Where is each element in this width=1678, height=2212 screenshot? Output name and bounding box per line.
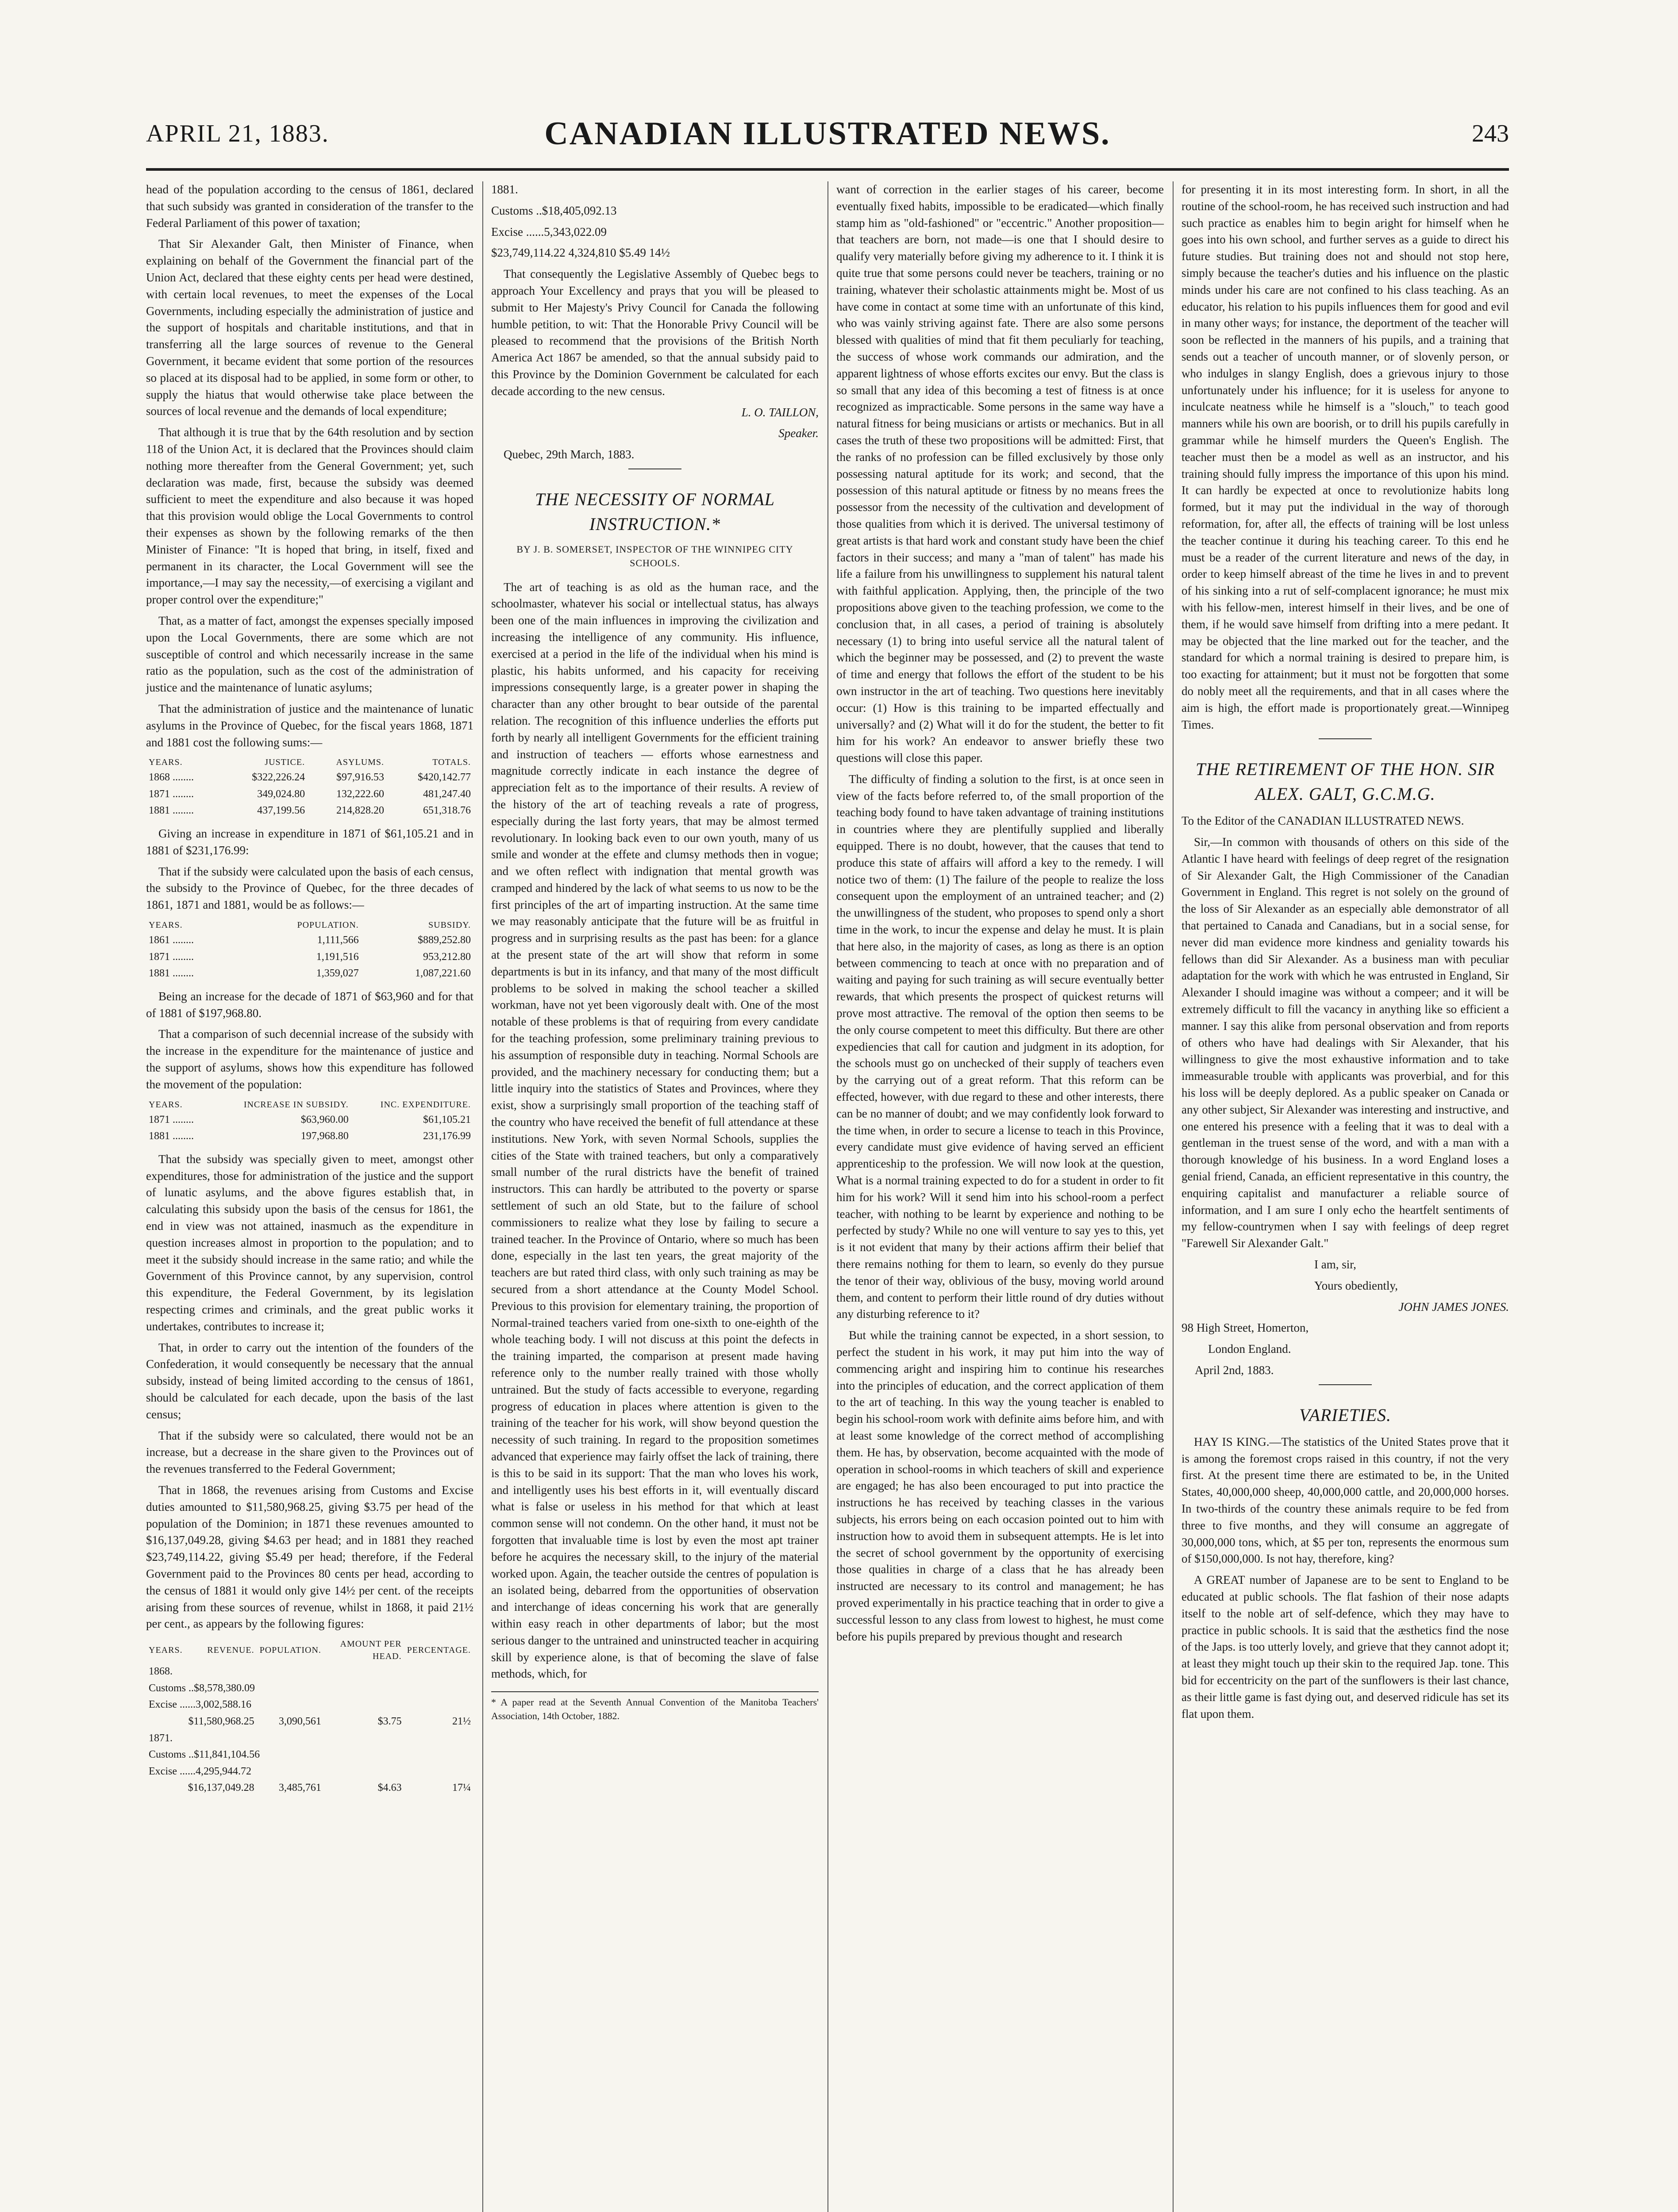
table-row: $23,749,114.22 4,324,810 $5.49 14½ [491, 246, 670, 260]
table-header: TOTALS. [432, 757, 471, 768]
signature-name: JOHN JAMES JONES. [1398, 1300, 1509, 1313]
paragraph: That if the subsidy were so calculated, there would not be an increase, but a decrease in the share given to the Provinces out of the revenues transferred to the Federal Government; [146, 1429, 473, 1476]
column-2 [491, 181, 819, 1728]
table-cell: 197,968.80 [300, 1130, 349, 1142]
table-cell: 953,212.80 [423, 951, 471, 963]
table-row: Excise ......5,343,022.09 [491, 225, 607, 238]
paragraph: That although it is true that by the 64th resolution and by section 118 of the Union Act, it is declared that the Provinces should claim nothing more thereafter from the General Government; yet, such declaration was made, first, because the subsidy was deemed sufficient to meet the expenditure and also because it was hoped that this provision would oblige the Local Governments to control their expenses as shown by the following remarks of the then Minister of Finance: "It is hoped that bring, in itself, fixed and permanent in its character, the Local Government will see the importance,—I may say the necessity,—of exercising a vigilant and proper control over the expenditure;" [146, 426, 473, 607]
paragraph: That, as a matter of fact, amongst the expenses specially imposed upon the Local Governments, there are some which are not susceptible of control and which necessarily increase in the same ratio as the population, such as the cost of the administration of justice and the maintenance of lunatic asylums; [146, 614, 473, 695]
table-row [146, 1713, 473, 1730]
article-title: THE NECESSITY OF NORMAL INSTRUCTION.* [535, 489, 775, 534]
table-cell: 214,828.20 [336, 805, 385, 817]
paragraph: Being an increase for the decade of 1871 of $63,960 and for that of 1881 of $197,968.80. [146, 989, 473, 1020]
address: 98 High Street, Homerton, [1182, 1321, 1309, 1335]
table-header: INCREASE IN SUBSIDY. [243, 1099, 349, 1110]
masthead-rule [146, 168, 1509, 171]
table-row [146, 1697, 473, 1713]
table-cell: 1881 ........ [149, 1130, 194, 1142]
paragraph: That the administration of justice and the maintenance of lunatic asylums in the Province of Quebec, for the fiscal years 1868, 1871 and 1881 cost the following sums:— [146, 702, 473, 749]
table-row [146, 1763, 473, 1780]
section-title: VARIETIES. [1299, 1405, 1392, 1425]
table-header: YEARS. [149, 757, 183, 768]
table-year: 1881. [491, 183, 518, 196]
table-cell: $420,142.77 [418, 772, 471, 783]
table-cell: $11,580,968.25 [188, 1715, 254, 1727]
paragraph: That in 1868, the revenues arising from Customs and Excise duties amounted to $11,580,968.25, giving $3.75 per head of the population of the Dominion; in 1871 these revenues amounted to $16,137,049.28, giving $4.63 per head; and in 1881 they reached $23,749,114.22, giving $5.49 per head; therefore, if the Federal Government paid to the Provinces 80 cents per head, according to the census of 1881 it would only give 14½ per cent. of the receipts arising from these sources of revenue, whilst in 1868, it paid 21½ per cent., as appears by the following figures: [146, 1483, 473, 1631]
divider [1319, 738, 1372, 739]
table-cell: 132,222.60 [336, 788, 385, 800]
paragraph: A GREAT number of Japanese are to be sent to England to be educated at public schools. The flat fashion of their nose adapts itself to the noble art of self-defence, which they may have to practice in public schools. It is said that the æsthetics find the nose of the Japs. is too utterly lovely, and grieve that they cannot adopt it; at least they might touch up their skin to the required Jap. tone. This bid for eccentricity on the part of the sunflowers is their last chance, as their little game is fast dying out, and deserved ridicule has set its flat upon them. [1182, 1573, 1509, 1720]
table-cell: 3,090,561 [278, 1715, 321, 1727]
table-cell: 1868 ........ [149, 772, 194, 783]
table-row [146, 1680, 473, 1697]
column-divider [1173, 181, 1174, 2212]
table-cell: 1871. [149, 1732, 173, 1744]
table-cell: 1871 ........ [149, 1114, 194, 1125]
paragraph: That a comparison of such decennial increase of the subsidy with the increase in the expenditure for the maintenance of justice and the support of asylums, shows how this expenditure has followed the movement of the population: [146, 1027, 473, 1091]
table-row [146, 803, 473, 819]
newspaper-title: CANADIAN ILLUSTRATED NEWS. [544, 115, 1111, 152]
byline: BY J. B. SOMERSET, INSPECTOR OF THE WINNIPEG CITY SCHOOLS. [516, 543, 793, 568]
paragraph: The difficulty of finding a solution to the first, is at once seen in view of the facts before referred to, of the small proportion of the teaching body found to have taken advantage of training institutions in countries where they are plentifully supplied and liberally equipped. There is no doubt, however, that the causes that tend to produce this state of affairs will afford a key to the remedy. I will notice two of them: (1) The failure of the people to realize the loss consequent upon the employment of an untrained teacher; and (2) the unwillingness of the student, who proposes to spend only a short time in the work, to incur the expense and delay he must. It is plain that here also, in the majority of cases, as long as there is an option between commencing to teach at once with no preparation and of waiting and paying for such training as will secure eventually better rewards, that which presents the prospect of quickest returns will prove most attractive. The removal of the option then seems to be the only course competent to meet this difficulty. But there are other expediencies that call for caution and judgment in its adoption, for the schools must go on unchecked of their supply of teachers even by the carrying out of a great reform. That this reform can be effected, however, with due regard to these and other interests, there can be no manner of doubt; and we may confidently look forward to the time when, in order to secure a license to teach in this Province, every candidate must give evidence of having served an efficient apprenticeship to the profession. We will now look at the question, What is a normal training expected to do for a student in order to fit him for his work? Will it send him into his school-room a perfect teacher, with nothing to be learnt by experience and nothing to be perfected by study? While no one will venture to say yes to this, yet is it not evident that many by their actions affirm their belief that there remains nothing for them to learn, so evenly do they pursue the tenor of their way, oblivious of the busy, moving world around them, and content to perform their little round of dry duties without any disturbing reference to it? [836, 772, 1164, 1321]
table-row [146, 1730, 473, 1747]
table-cell: 481,247.40 [423, 788, 471, 800]
table-header: PERCENTAGE. [407, 1645, 471, 1655]
table-cell: 1881 ........ [149, 805, 194, 817]
paragraph: head of the population according to the census of 1861, declared that such subsidy was granted in consideration of the transfer to the Federal Parliament of this power of taxation; [146, 183, 473, 230]
table-row [146, 769, 473, 786]
table-cell: Excise ......3,002,588.16 [149, 1699, 251, 1711]
article-title: THE RETIREMENT OF THE HON. SIR ALEX. GALT, G.C.M.G. [1196, 759, 1495, 804]
footnote: * A paper read at the Seventh Annual Convention of the Manitoba Teachers' Association, 14th October, 1882. [491, 1691, 819, 1723]
signature-name: L. O. TAILLON, [741, 405, 819, 419]
table-cell: 1,087,221.60 [415, 968, 471, 979]
table-row [146, 1663, 473, 1680]
table-header: YEARS. [149, 1099, 183, 1110]
table-row [146, 1780, 473, 1797]
paragraph: for presenting it in its most interesting form. In short, in all the routine of the school-room, he has received such instruction and had such practice as enables him to begin aright for himself when he goes into his own school, and further serves as a guide to direct his future studies. But training does not and should not stop here, simply because the teacher's duties and his influence on the plastic minds under his care are not confined to his class teaching. As an educator, his relation to his pupils influences them for good and evil in many other ways; for instance, the deportment of the teacher will soon be reflected in the manners of his pupils, and a training that sends out a teacher of uncouth manner, or of slovenly person, or who indulges in slangy English, does a grievous injury to those unfortunately under his influence; for it is useless for anyone to inculcate neatness while he himself is a "slouch," to teach good manners while his own are boorish, or to drill his pupils carefully in grammar while he himself murders the Queen's English. The teacher must then be a model as well as an instructor, and his training should fully impress the importance of this upon his mind. It can hardly be expected at once to revolutionize habits long formed, but it may put the individual in the way of thorough reformation, for, after all, the effects of training will be lost unless the teacher continue it during his teaching career. To this end he must be a reader of the current literature and news of the day, in order to keep himself abreast of the time he lives in and to prevent of his sinking into a rut of self-complacent ignorance; he must mix with his fellow-men, interest himself in their lives, and be one of them, if he would save himself from drifting into a mere pedant. It may be objected that the line marked out for the teacher, and the standard for which a normal training is desired to prepare him, is too exacting for attainment; but it must not be forgotten that some do nobly meet all the requirements, and that in all cases where the aim is high, the effort made is proportionately great.—Winnipeg Times. [1182, 183, 1509, 731]
table-cell: $61,105.21 [423, 1114, 471, 1125]
divider [1319, 1384, 1372, 1385]
table-header: JUSTICE. [265, 757, 305, 768]
paragraph: want of correction in the earlier stages of his career, become eventually fixed habits, impossible to be eradicated—which finally stamp him as "old-fashioned" or "eccentric." Another proposition—that teachers are born, not made—is one that I should desire to qualify very materially before giving my adherence to it. I think it is quite true that some persons could never be teachers, training or no training, whatever their scholastic attainments might be. Most of us have come in contact at some time with an unfortunate of this kind, who was vainly striving against fate. There are also some persons blessed with qualities of mind that fit them peculiarly for teaching, the success of whose work commands our admiration, and the apparent lightness of whose efforts excites our envy. But the class is so small that any idea of this becoming a test of fitness is at once recognized as impracticable. Some persons in the same way have a natural fitness for being musicians or artists or mechanics. But in all cases the truth of these two propositions will be admitted: First, that the ranks of no profession can be filled exclusively by those only possessing natural aptitude for its work; and second, that the possession of this natural aptitude or fitness by no means frees the possessor from the necessity of the cultivation and development of those qualities from which it is derived. The universal testimony of great artists is that hard work and constant study have been the chief factors in their success; and many a "man of talent" has made his life a failure from his unwillingness to supplement his natural talent with faithful application. Applying, then, the principle of the two propositions above given to the teaching profession, we come to the conclusion that, in all cases, a period of training is absolutely necessary (1) to bring into useful service all the natural talent of which the beginner may be possessed, and (2) to prevent the waste of time and energy that follows the effort of the student to be his own instructor in the art of teaching. Two questions here inevitably occur: (1) How is this training to be imparted effectually and universally? and (2) What will it do for the student, the better to fit him for his work? An endeavor to answer briefly these two questions will close this paper. [836, 183, 1164, 765]
table-cell: 1871 ........ [149, 951, 194, 963]
issue-date: APRIL 21, 1883. [146, 120, 329, 147]
paragraph: That if the subsidy were calculated upon the basis of each census, the subsidy to the Province of Quebec, for the three decades of 1861, 1871 and 1881, would be as follows:— [146, 864, 473, 912]
table-cell: 1,359,027 [316, 968, 359, 979]
signature-title: Speaker. [778, 426, 819, 440]
table-cell: Customs ..$8,578,380.09 [149, 1682, 255, 1694]
paragraph: But while the training cannot be expected, in a short session, to perfect the student in his work, it may put him into the way of commencing aright and inspiring him to continue his researches into the principles of education, and the correct application of them to the art of teaching. In this way the young teacher is enabled to begin his school-room work with definite aims before him, and with at least some knowledge of the correct method of accomplishing them. He has, by observation, become acquainted with the mode of operation in school-rooms in which teachers of skill and experience are engaged; he has also been encouraged to put into practice the instructions he has received by teaching classes in the various subjects, his errors being on each occasion pointed out to him with instruction how to avoid them in subsequent attempts. He is let into the secret of school government by the opportunity of exercising those qualities in charge of a class that he has already been instructed are necessary to its control and management; he has proved experimentally in his practice teaching that in order to give a successful lesson to any class from lowest to highest, he must come before his pupils prepared by previous thought and research [836, 1329, 1164, 1643]
table-cell: 651,318.76 [423, 805, 471, 817]
column-3 [836, 181, 1164, 1649]
table-cell: 17¼ [452, 1782, 471, 1794]
table-cell: $3.75 [377, 1715, 402, 1727]
table-cell: 1,191,516 [316, 951, 359, 963]
paragraph: That Sir Alexander Galt, then Minister of Finance, when explaining on behalf of the Government the financial part of the Union Act, declared that these eighty cents per head were destined, with certain local revenues, to meet the expenses of the Local Governments, including especially the administration of justice and the support of hospitals and charitable institutions, and that in transferring all the large sources of revenue to the General Government, it became evident that some portion of the resources so placed at its disposal had to be applied, in some form or other, to supply the hiatus that would otherwise take place between the sources of local revenue and the demands of local expenditure; [146, 237, 473, 418]
table-header: SUBSIDY. [428, 920, 471, 930]
paragraph: The art of teaching is as old as the human race, and the schoolmaster, whatever his social or intellectual status, has always been one of the main influences in improving the civilization and increasing the intelligence of any community. His influence, exercised at a period in the life of the individual when his mind is plastic, his habits unformed, and his capacity for receiving impressions consequently large, is a greater power in shaping the character than any other brought to bear outside of the parental relation. The recognition of this influence underlies the efforts put forth by nearly all intelligent Governments for the efficient training and instruction of teachers — efforts whose earnestness and magnitude correctly indicate in each instance the degree of appreciation felt as to the importance of their results. A review of the history of the art of teaching reveals a rate of progress, especially during the last forty years, that may be almost termed revolutionary. In looking back even to our own youth, many of us smile and wonder at the effete and clumsy methods then in vogue; and we often reflect with indignation that mental growth was cramped and hindered by the lack of what seems to us now to be the first principles of the art of imparting instruction. At the same time we may reasonably anticipate that the future will be as fruitful in progress and in surprising results as the past has been: for a glance at the present state of the art will show that reform in some departments is but in its infancy, and that many of the most difficult problems to be solved in making the school teacher a skilled workman, have not yet been vigorously dealt with. One of the most notable of these problems is that of requiring from every candidate for the teaching profession, some preliminary training previous to his assumption of responsible duty in teaching. Normal Schools are provided, and the machinery necessary for conducting them; but a little inquiry into the statistics of States and Provinces, where they exist, show a surprisingly small proportion of the teaching staff of the country who have received the benefit of full attendance at these institutions. New York, with seven Normal Schools, supplies the cities of the State with trained teachers, but only a comparatively small number of the rural districts have the benefit of trained instructors. This can hardly be attributed to the poverty or sparse settlement of such an old State, but to the failure of school commissioners to realize what they lose by failing to secure a trained teacher. In the Province of Ontario, where so much has been done, especially in the last ten years, the great majority of the teachers are but rated third class, with only such training as may be secured from a short attendance at the County Model School. Previous to this provision for elementary training, the proportion of Normal-trained teachers varied from one-sixth to one-eighth of the whole teaching body. I will not discuss at this point the defects in the training imparted, the comparison at present made having reference only to the number really trained with those wholly untrained. But the study of facts accessible to everyone, regarding progress of education in places where attention is given to the training of the teacher for his work, will show beyond question the necessity of such training. In regard to the proposition sometimes advanced that experience may fairly offset the lack of training, there is this to be said in its support: That the man who loves his work, and intelligently uses his best efforts in it, will eventually discard what is false or useless in his method for that which at least common sense will not condemn. On the other hand, it must not be forgotten that invaluable time is lost by even the most apt trainer before he acquires the necessary skill, to the injury of the material worked upon. Again, the teacher outside the centres of population is an isolated being, debarred from the opportunities of observation and interchange of ideas concerning his work that are generally within easy reach in other departments of labor; but the most serious danger to the untrained and uninstructed teacher in acquiring skill by experience alone, is that of becoming the slave of false methods, which, for [491, 580, 819, 1681]
table-row [146, 949, 473, 966]
table-cell: 1881 ........ [149, 968, 194, 979]
expenditure-table [146, 755, 473, 819]
table-header: POPULATION. [259, 1645, 321, 1655]
column-1 [146, 181, 473, 1803]
table-header: AMOUNT PER HEAD. [340, 1639, 402, 1662]
table-header: INC. EXPENDITURE. [380, 1099, 471, 1110]
table-cell: 1871 ........ [149, 788, 194, 800]
subsidy-table [146, 918, 473, 982]
table-cell: 1,111,566 [317, 934, 359, 946]
table-cell: 437,199.56 [257, 805, 305, 817]
table-row: Customs ..$18,405,092.13 [491, 204, 617, 217]
table-header: REVENUE. [207, 1645, 254, 1655]
table-row [146, 1128, 473, 1145]
table-cell: 3,485,761 [278, 1782, 321, 1794]
page-number: 243 [1472, 120, 1509, 147]
paragraph: That, in order to carry out the intention of the founders of the Confederation, it would consequently be necessary that the annual subsidy, instead of being limited according to the census of 1861, should be calculated for each decade, upon the basis of the last census; [146, 1340, 473, 1421]
table-cell: 1868. [149, 1666, 173, 1678]
column-divider [482, 181, 483, 2212]
table-row [146, 965, 473, 982]
table-row [146, 1112, 473, 1129]
table-cell: $322,226.24 [252, 772, 305, 783]
paragraph: That consequently the Legislative Assembly of Quebec begs to approach Your Excellency and prays that you will be pleased to submit to Her Majesty's Privy Council for Canada the following humble petition, to wit: That the Honorable Privy Council will be pleased to recommend that the provisions of the British North America Act 1867 be amended, so that the annual subsidy paid to this Province by the Dominion Government be calculated for each decade according to the new census. [491, 267, 819, 398]
increase-table [146, 1098, 473, 1145]
table-cell: Customs ..$11,841,104.56 [149, 1749, 260, 1761]
table-header: YEARS. [149, 1645, 183, 1655]
closing: I am, sir, [1314, 1258, 1356, 1271]
table-row [146, 1747, 473, 1763]
table-row [146, 932, 473, 949]
table-cell: $4.63 [377, 1782, 402, 1794]
table-cell: 349,024.80 [257, 788, 305, 800]
table-cell: $16,137,049.28 [188, 1782, 254, 1794]
place-date: Quebec, 29th March, 1883. [504, 448, 635, 461]
table-cell: $63,960.00 [300, 1114, 349, 1125]
address-date: April 2nd, 1883. [1195, 1363, 1274, 1377]
table-cell: $889,252.80 [418, 934, 471, 946]
table-header: POPULATION. [297, 920, 359, 930]
paragraph: That the subsidy was specially given to meet, amongst other expenditures, those for administration of the justice and the support of lunatic asylums, and the above figures establish that, in calculating this subsidy upon the basis of the census for 1861, the end in view was not attained, inasmuch as the expenditure in question increases almost in proportion to the population; and to meet it the subsidy should increase in the same ratio; and while the Government of this Province cannot, by any supervision, control this expenditure, the Federal Government, by its legislation respecting crimes and criminals, and the great public works it undertakes, contributes to increase it; [146, 1152, 473, 1333]
table-cell: Excise ......4,295,944.72 [149, 1765, 251, 1777]
column-4 [1182, 181, 1509, 1727]
table-cell: 1861 ........ [149, 934, 194, 946]
table-cell: 231,176.99 [423, 1130, 471, 1142]
column-divider [827, 181, 828, 2212]
paragraph: HAY IS KING.—The statistics of the United States prove that it is among the foremost crops raised in this country, if not the very first. At the present time there are estimated to be, in the United States, 40,000,000 sheep, 40,000,000 cattle, and 20,000,000 horses. In two-thirds of the country these animals require to be fed from three to five months, and they will consume an aggregate of 30,000,000 tons, which, at $5 per ton, represents the enormous sum of $150,000,000. Is not hay, therefore, king? [1182, 1435, 1509, 1566]
revenue-table [146, 1637, 473, 1797]
address: London England. [1208, 1342, 1291, 1356]
table-header: ASYLUMS. [336, 757, 385, 768]
table-header: YEARS. [149, 920, 183, 930]
table-row [146, 786, 473, 803]
to-line: To the Editor of the CANADIAN ILLUSTRATED NEWS. [1182, 814, 1464, 828]
masthead [146, 102, 1509, 164]
paragraph: Giving an increase in expenditure in 1871 of $61,105.21 and in 1881 of $231,176.99: [146, 827, 473, 857]
closing: Yours obediently, [1314, 1279, 1398, 1292]
paragraph: Sir,—In common with thousands of others on this side of the Atlantic I have heard with feelings of deep regret of the resignation of Sir Alexander Galt, the High Commissioner of the Canadian Government in England. This regret is not solely on the ground of the loss of Sir Alexander as an especially able demonstrator of all that pertained to Canada and Canadians, but in a social sense, for never did man evidence more kindness and geniality towards his fellows than did Sir Alexander. As a business man with peculiar adaptation for the work with which he was entrusted in England, Sir Alexander I should imagine was without a compeer; and it will be extremely difficult to fill the vacancy in anything like so efficient a manner. I say this alike from personal observation and from reports of others who have had dealings with Sir Alexander, that his willingness to give the most exhaustive information and to take immeasurable trouble with applicants was proverbial, and for this his loss will be deeply deplored. As a public speaker on Canada or any other subject, Sir Alexander was interesting and instructive, and one entered his presence with a feeling that it was to deal with a gentleman in the truest sense of the word, and with a man with a thorough knowledge of his business. In a word England loses a genial friend, Canada, an efficient representative in this country, the enquiring capitalist and manufacturer a reliable source of information, and I am sure I only echo the heartfelt sentiments of my fellow-countrymen when I say with feelings of deep regret "Farewell Sir Alexander Galt." [1182, 835, 1509, 1250]
table-cell: 21½ [452, 1715, 471, 1727]
table-cell: $97,916.53 [336, 772, 385, 783]
